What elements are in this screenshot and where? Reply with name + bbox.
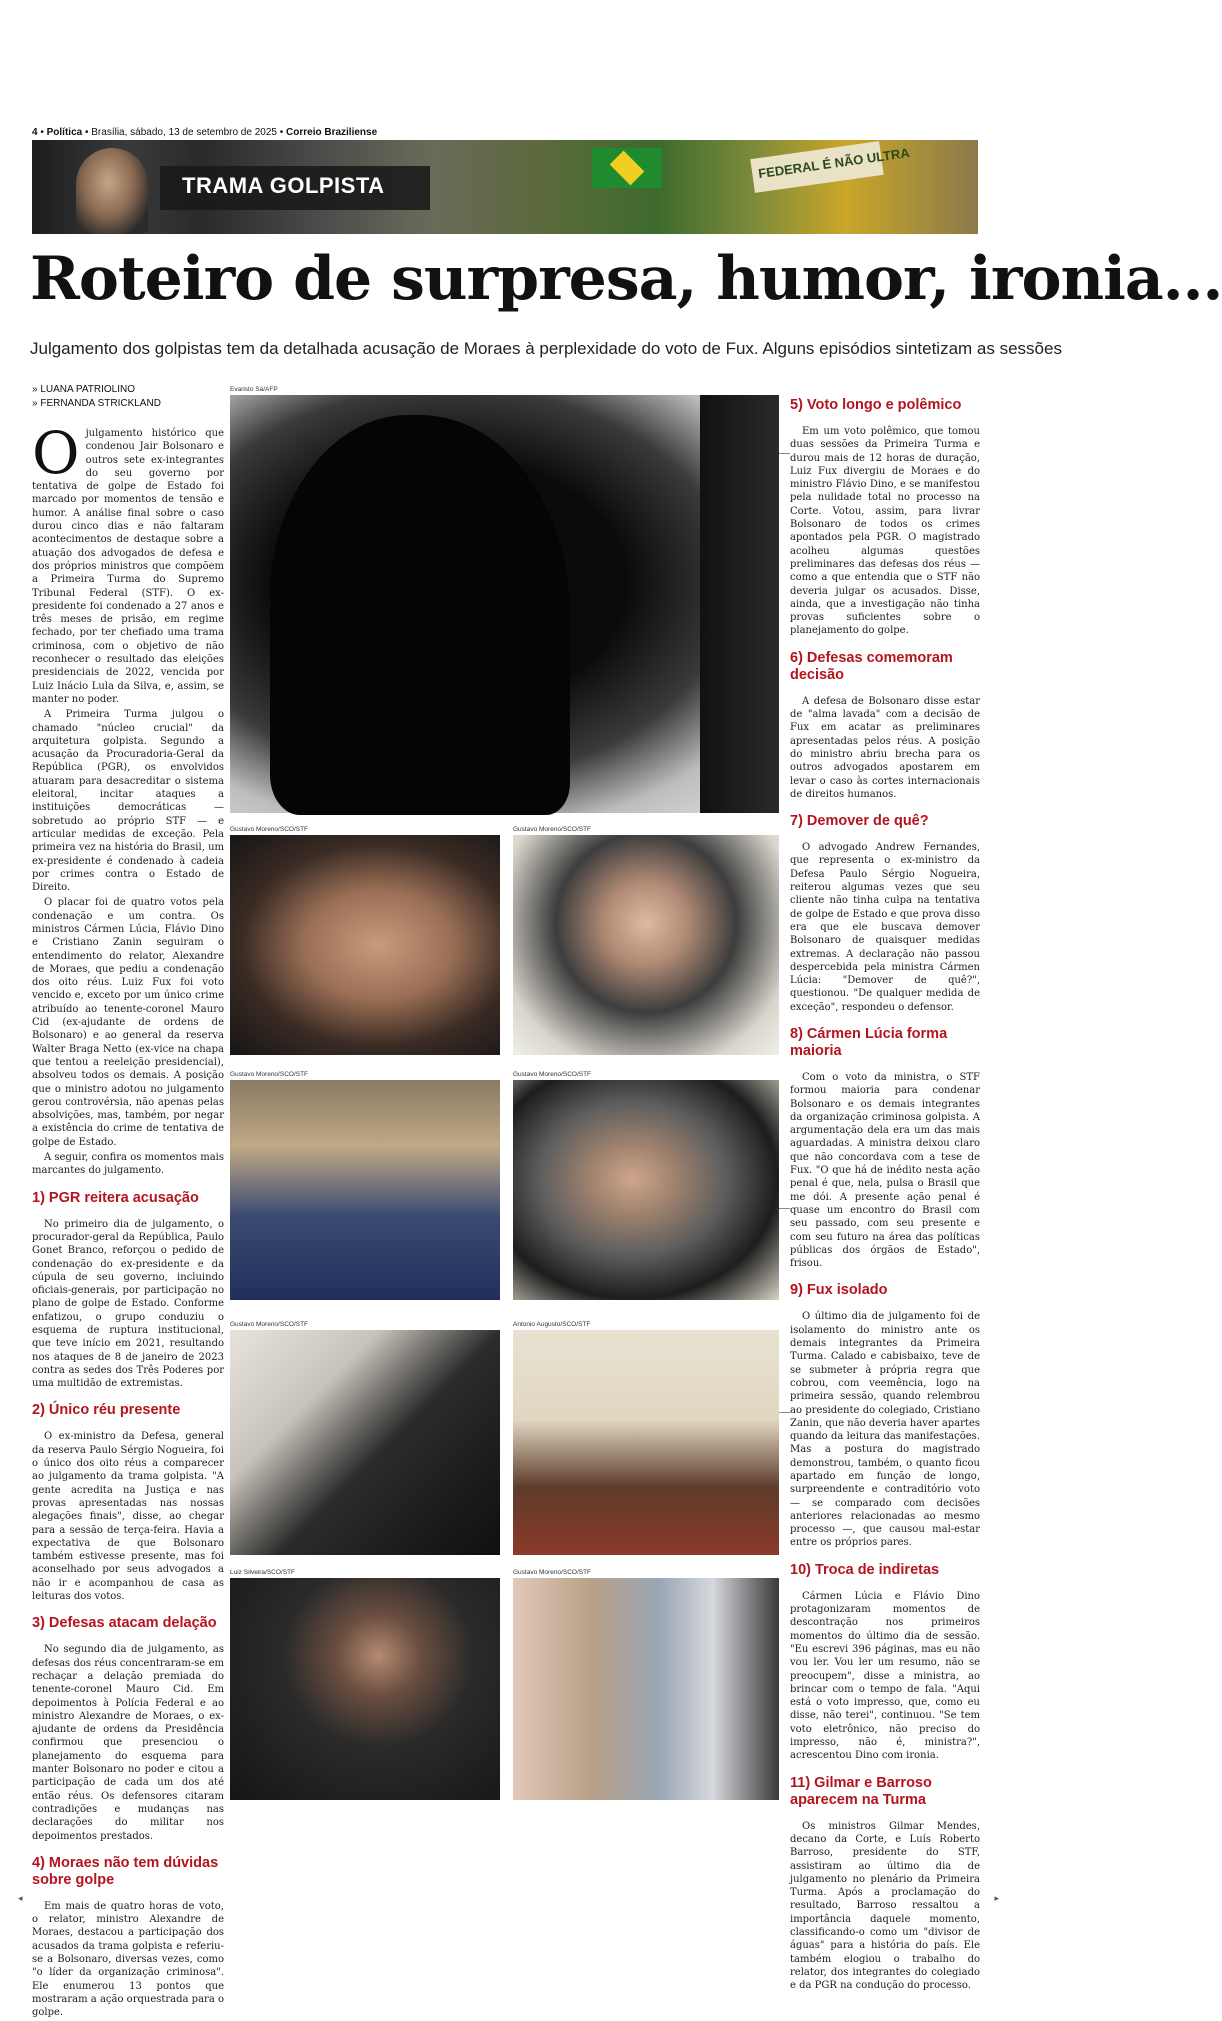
photo-credit: Gustavo Moreno/SCO/STF (513, 826, 592, 833)
intro-paragraph: A Primeira Turma julgou o chamado "núcleo crucial" da arquitetura golpista. Segundo a acusação da Procuradoria-Geral da República (PGR), os envolvidos atuaram para desacreditar o sistema eleitoral, incitar ataques a instituições democráticas — sobretudo ao próprio STF — e articular medidas de exceção. Pela primeira vez na história do Brasil, um ex-presidente é condenado à cadeia por crimes contra o Estado de Direito. (32, 709, 224, 894)
section-paragraph: Em um voto polêmico, que tomou duas sessões da Primeira Turma e durou mais de 12 horas de duração, Luiz Fux divergiu de Moraes e do ministro Flávio Dino, e se manifestou pela nulidade total no processo na Corte. Votou, assim, para livrar Bolsonaro de todos os crimes apontados pela PGR. O magistrado acolheu algumas questões preliminares das defesas dos réus — como a que entendia que o STF não deveria julgar os acusados. Disse, ainda, que a investigação não tinha provas suficientes sobre o planejamento do golpe. (790, 426, 980, 637)
section-paragraph: A defesa de Bolsonaro disse estar de "alma lavada" com a decisão de Fux em acatar as preliminares apresentadas pelos réus. A posição do ministro abriu brecha para os outros advogados apostarem em levar o caso às cortes internacionais de direitos humanos. (790, 695, 980, 800)
section-paragraph: O advogado Andrew Fernandes, que representa o ex-ministro da Defesa Paulo Sérgio Nogueira, reiterou algumas vezes que seu cliente não tinha culpa na tentativa de golpe de Estado e que prova disso era que ele buscava demover Bolsonaro de quaisquer medidas extremas. A declaração não passou despercebida pela ministra Cármen Lúcia: "Demover de quê?", questionou. "De qualquer medida de exceção", respondeu o defensor. (790, 842, 980, 1013)
connector-line (779, 1412, 790, 1413)
photo-credit: Gustavo Moreno/SCO/STF (230, 1071, 309, 1078)
connector-line (779, 1208, 790, 1209)
banner-label: TRAMA GOLPISTA (182, 173, 385, 198)
article-column-right (790, 385, 980, 1995)
page-corner-mark: ◂ (18, 1893, 23, 1903)
section-heading: 5) Voto longo e polêmico (790, 397, 962, 413)
section-heading: 11) Gilmar e Barroso aparecem na Turma (790, 1774, 932, 1808)
photo-credit: Luiz Silveira/SCO/STF (230, 1569, 296, 1576)
photo-minister-closeup (230, 835, 500, 1055)
page-number: 4 (32, 127, 38, 138)
intro-paragraph: O placar foi de quatro votos pela condenação e um contra. Os ministros Cármen Lúcia, Flávio Dino e Cristiano Zanin seguiram o entendimento do relator, Alexandre de Moraes, que pediu a condenação dos oito réus. Luiz Fux foi voto vencido e, exceto por um único crime atribuído ao tenente-coronel Mauro Cid (ex-ajudante de ordens de Bolsonaro) e ao general da reserva Walter Braga Netto (ex-vice na chapa que tentou a reeleição presidencial), absolveu todos os demais. A posição que o ministro adotou no julgamento gerou controvérsia, não apenas pelas absolvições, mas, também, por negar a existência do crime de tentativa de golpe de Estado. (32, 897, 224, 1148)
page-corner-mark: ▸ (994, 1893, 999, 1903)
section-paragraph: Com o voto da ministra, o STF formou maioria para condenar Bolsonaro e os demais integrantes da organização criminosa golpista. A argumentação dela era um das mais aguardadas. A ministra deixou claro que não concordava com a tese de Fux. "O que há de inédito nesta ação penal é que, nela, pulsa o Brasil que me dói. A presente ação penal é quase um encontro do Brasil com seu passado, com seu presente e com seu futuro na área das políticas públicas dos órgãos de Estado", frisou. (790, 1071, 980, 1270)
photo-court-room (513, 1330, 779, 1555)
dateline: Brasília, sábado, 13 de setembro de 2025 (91, 127, 277, 138)
section-name: Política (46, 127, 83, 138)
section-heading: 1) PGR reitera acusação (32, 1189, 199, 1206)
section-paragraph: O ex-ministro da Defesa, general da reserva Paulo Sérgio Nogueira, foi o único dos oito réus a comparecer ao julgamento da trama golpista. "A gente acredita na Justiça e nas provas apresentadas nas nossas alegações finais", disse, ao chegar para a sessão de terça-feira. Havia a expectativa de que Bolsonaro também estivesse presente, mas foi aconselhado por seus advogados a não ir e acompanhou de casa as leituras dos votos. (32, 1431, 224, 1603)
headline: Roteiro de surpresa, humor, ironia... (30, 244, 1222, 314)
section-heading: 8) Cármen Lúcia forma maioria (790, 1025, 948, 1059)
doorway-shape (700, 395, 779, 813)
section-heading: 6) Defesas comemoram decisão (790, 649, 953, 683)
section-paragraph: No primeiro dia de julgamento, o procurador-geral da República, Paulo Gonet Branco, reforçou o pedido de condenação do ex-presidente e da cúpula de seu governo, incluindo oficiais-generais, por participação no plano de golpe de Estado. Conforme enfatizou, o grupo conduziu o esquema de ruptura institucional, que teve início em 2021, resultando nos ataques de 8 de janeiro de 2023 contra as sedes dos Três Poderes por uma multidão de extremistas. (32, 1218, 224, 1390)
photo-gilmar-barroso (513, 1578, 779, 1800)
photo-credit: Gustavo Moreno/SCO/STF (230, 1321, 309, 1328)
intro-paragraph: Ojulgamento histórico que condenou Jair Bolsonaro e outros sete ex-integrantes do seu governo por tentativa de golpe de Estado foi marcado por momentos de tensão e humor. A análise final sobre o caso durou cinco dias e não faltaram acontecimentos de destaque sobre a atuação dos advogados de defesa e dos próprios ministros que compõem a Primeira Turma do Supremo Tribunal Federal (STF). O ex-presidente foi condenado a 27 anos e três meses de prisão, em regime fechado, por ter chefiado uma trama criminosa, com o objetivo de não reconhecer o resultado das eleições presidenciais de 2022, vencida por Luiz Inácio Lula da Silva, e, assim, se manter no poder. (32, 419, 224, 705)
photo-credit: Gustavo Moreno/SCO/STF (513, 1569, 592, 1576)
section-paragraph: O último dia de julgamento foi de isolamento do ministro ante os demais integrantes da Primeira Turma. Calado e cabisbaixo, teve de se submeter à própria regra que cobrou, com veemência, logo na primeira sessão, quando relembrou ao presidente do colegiado, Cristiano Zanin, que não deveria haver apartes quando da leitura das manifestações. Mas a postura do magistrado demonstrou, também, o quanto ficou apartado em função de longo, surpreendente e contraditório voto — se comparado com decisões anteriores relacionadas ao mesmo processo —, que causou mal-estar entre os próprios pares. (790, 1311, 980, 1549)
section-heading: 9) Fux isolado (790, 1282, 888, 1299)
banner-protest-sign: FEDERAL É NÃO ULTRA (750, 141, 883, 193)
section-heading: 3) Defesas atacam delação (32, 1615, 217, 1632)
section-heading: 7) Demover de quê? (790, 813, 929, 830)
connector-line (779, 453, 790, 454)
drop-cap: O (32, 419, 80, 487)
photo-moraes-speaking (230, 1330, 500, 1555)
section-paragraph: Cármen Lúcia e Flávio Dino protagonizaram momentos de descontração nos primeiros momentos do último dia de sessão. "Eu escrevi 396 páginas, mas eu não vou ler. Vou ler um resumo, não se preocupem", disse a ministra, ao brincar com o tempo de fala. "Aqui está o voto impresso, que, como eu disse, não terei", continuou. "Se tem voto eletrônico, não preciso do impresso, não é, ministra?", acrescentou Dino com ironia. (790, 1590, 980, 1762)
banner-flag-image (592, 148, 662, 188)
section-paragraph: Em mais de quatro horas de voto, o relator, ministro Alexandre de Moraes, destacou a participação dos acusados da trama golpista e referiu-se a Bolsonaro, diversas vezes, como "o líder da organização criminosa". Ele enumerou 13 pontos que mostraram a ação orquestrada para o golpe. (32, 1900, 224, 2019)
page-folio: 4 • Política • Brasília, sábado, 13 de setembro de 2025 • Correio Braziliense (32, 127, 378, 138)
section-heading: 2) Único réu presente (32, 1402, 181, 1419)
section-paragraph: Os ministros Gilmar Mendes, decano da Corte, e Luís Roberto Barroso, presidente do STF, assistiram ao último dia de julgamento no plenário da Primeira Turma. Após a proclamação do resultado, Barroso ressaltou a importância daquele momento, classificando-o como um "divisor de águas" para a história do país. Ele também elogiou o trabalho do relator, dos integrantes do colegiado e da PGR na condução do processo. (790, 1820, 980, 1992)
photo-carmen-lucia (513, 1080, 779, 1300)
byline: » FERNANDA STRICKLAND (32, 398, 161, 409)
intro-paragraph: A seguir, confira os momentos mais marcantes do julgamento. (32, 1152, 224, 1177)
bylines (32, 383, 161, 411)
section-banner (32, 140, 978, 234)
deck: Julgamento dos golpistas tem da detalhada acusação de Moraes à perplexidade do voto de Fux. Alguns episódios sintetizam as sessões (30, 339, 1062, 358)
section-paragraph: No segundo dia de julgamento, as defesas dos réus concentraram-se em rechaçar a delação premiada do tenente-coronel Mauro Cid. Em depoimentos à Polícia Federal e ao ministro Alexandre de Moraes, o ex-ajudante de ordens da Presidência confirmou que presenciou o planejamento do esquema para manter Bolsonaro no poder e citou a participação de cada um dos até então réus. Os defensores citaram contradições e mudanças nas declarações do militar nos depoimentos prestados. (32, 1644, 224, 1842)
photo-credit: Antonio Augusto/SCO/STF (513, 1321, 591, 1328)
photo-credit: Gustavo Moreno/SCO/STF (230, 826, 309, 833)
section-heading: 10) Troca de indiretas (790, 1561, 940, 1578)
photo-audience-defendants (230, 1080, 500, 1300)
byline: » LUANA PATRIOLINO (32, 384, 135, 395)
article-column-left (32, 419, 224, 2021)
photo-dino-speaking (230, 1578, 500, 1800)
banner-portrait-image (76, 148, 148, 234)
newspaper-name: Correio Braziliense (286, 127, 378, 138)
photo-bolsonaro-silhouette (230, 395, 779, 813)
photo-credit: Gustavo Moreno/SCO/STF (513, 1071, 592, 1078)
silhouette-shape (270, 415, 570, 815)
photo-credit: Evaristo Sá/AFP (230, 386, 278, 393)
section-heading: 4) Moraes não tem dúvidas sobre golpe (32, 1854, 219, 1888)
photo-fux-microphone (513, 835, 779, 1055)
